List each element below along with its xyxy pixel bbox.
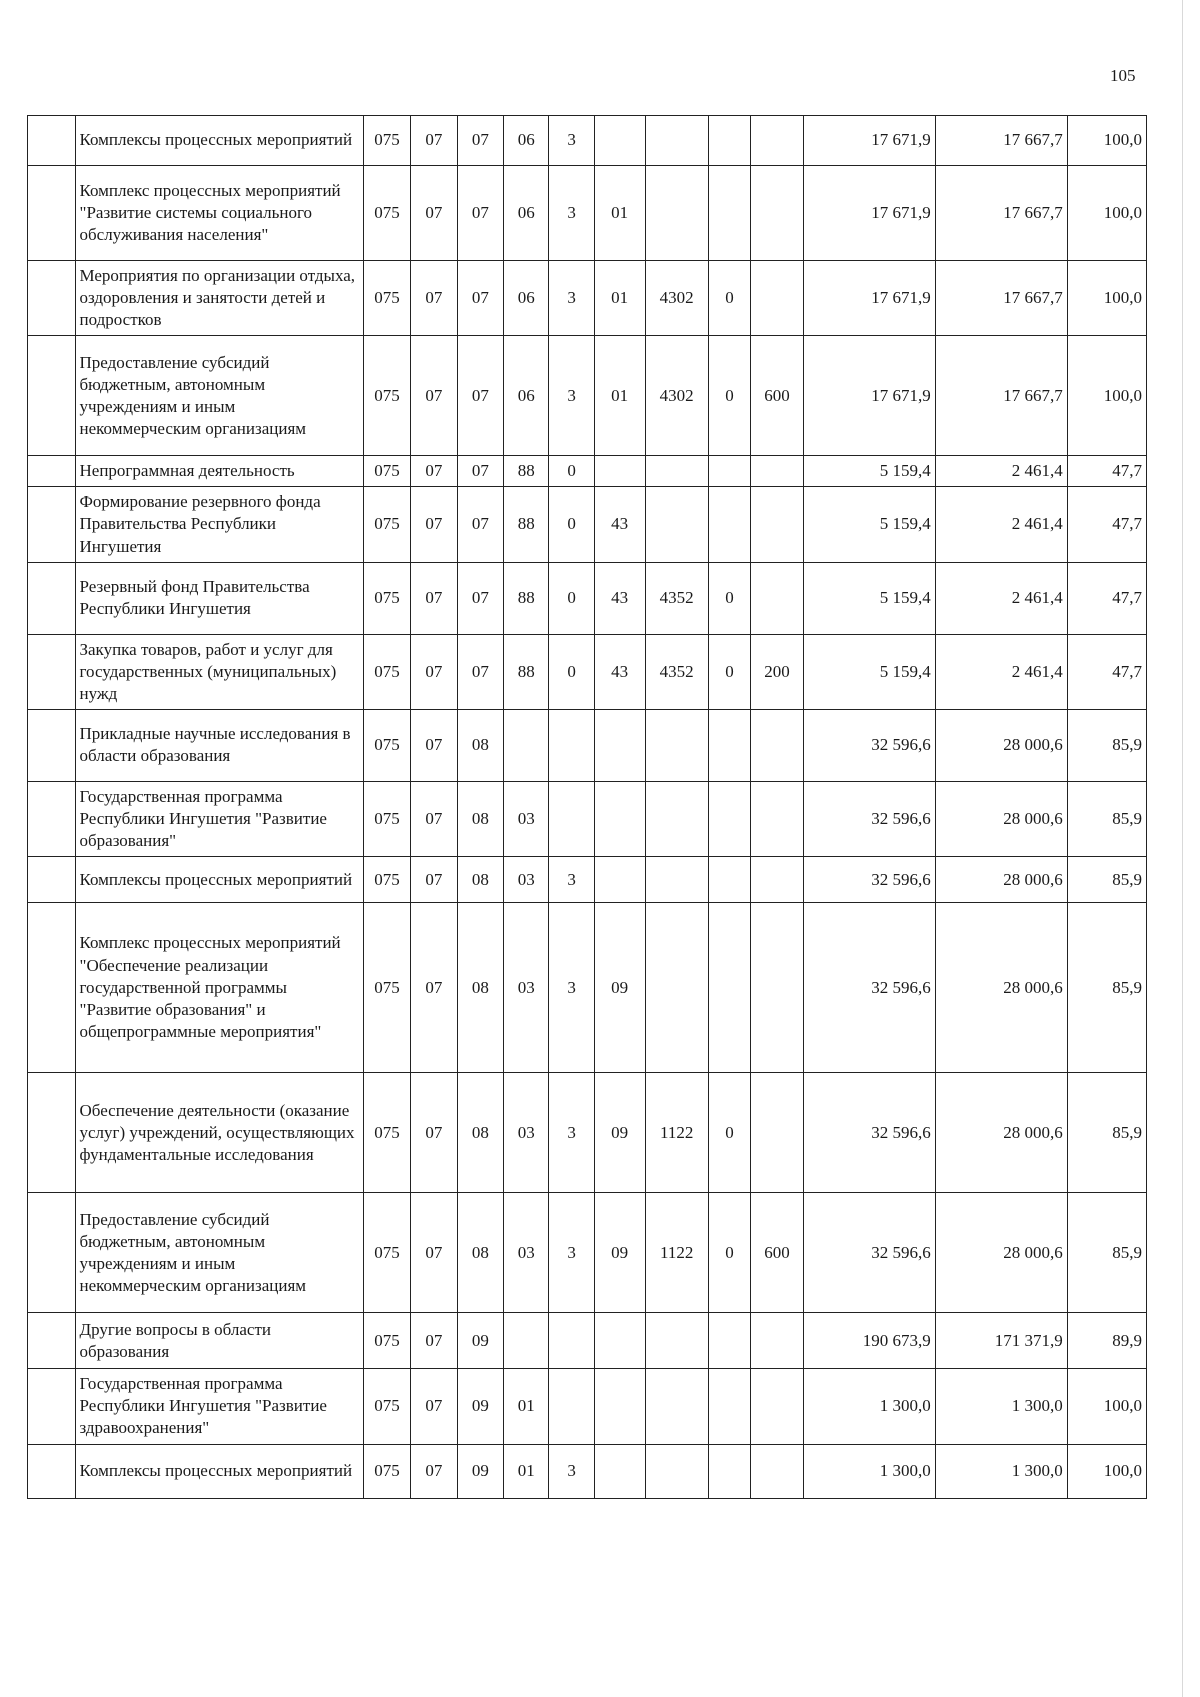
- code-cell: [751, 1313, 804, 1369]
- code-cell: 075: [363, 487, 411, 562]
- row-index-cell: [28, 261, 76, 336]
- code-cell: [751, 487, 804, 562]
- code-cell: [708, 781, 750, 856]
- plan-cell: 17 671,9: [803, 261, 935, 336]
- pct-cell: 47,7: [1067, 487, 1146, 562]
- table-row: [28, 1073, 1147, 1193]
- code-cell: 0: [549, 487, 594, 562]
- code-cell: 07: [457, 562, 503, 634]
- code-cell: 43: [594, 562, 645, 634]
- code-cell: 075: [363, 857, 411, 903]
- row-index-cell: [28, 456, 76, 487]
- code-cell: 09: [457, 1369, 503, 1444]
- pct-cell: 85,9: [1067, 903, 1146, 1073]
- code-cell: 1122: [645, 1073, 708, 1193]
- code-cell: [751, 1369, 804, 1444]
- code-cell: [708, 456, 750, 487]
- code-cell: [594, 857, 645, 903]
- pct-cell: 85,9: [1067, 857, 1146, 903]
- code-cell: 88: [504, 562, 549, 634]
- fact-cell: 17 667,7: [935, 116, 1067, 166]
- code-cell: [594, 116, 645, 166]
- table-row: [28, 1369, 1147, 1444]
- pct-cell: 85,9: [1067, 1073, 1146, 1193]
- code-cell: [708, 1444, 750, 1498]
- row-index-cell: [28, 1313, 76, 1369]
- code-cell: 07: [457, 261, 503, 336]
- pct-cell: 47,7: [1067, 562, 1146, 634]
- row-name-cell: Комплексы процессных мероприятий: [75, 1444, 363, 1498]
- code-cell: 075: [363, 903, 411, 1073]
- code-cell: [708, 116, 750, 166]
- code-cell: [594, 456, 645, 487]
- code-cell: [751, 857, 804, 903]
- fact-cell: 28 000,6: [935, 781, 1067, 856]
- row-index-cell: [28, 336, 76, 456]
- code-cell: 3: [549, 336, 594, 456]
- code-cell: 3: [549, 1073, 594, 1193]
- code-cell: 88: [504, 456, 549, 487]
- fact-cell: 28 000,6: [935, 1193, 1067, 1313]
- row-name-cell: Комплексы процессных мероприятий: [75, 857, 363, 903]
- row-index-cell: [28, 166, 76, 261]
- code-cell: [708, 1369, 750, 1444]
- row-name-cell: Обеспечение деятельности (оказание услуг) учреждений, осуществляющих фундаментальные исследования: [75, 1073, 363, 1193]
- code-cell: [751, 261, 804, 336]
- row-index-cell: [28, 562, 76, 634]
- code-cell: 3: [549, 857, 594, 903]
- code-cell: 08: [457, 709, 503, 781]
- code-cell: 075: [363, 1444, 411, 1498]
- code-cell: 01: [504, 1369, 549, 1444]
- code-cell: 07: [411, 116, 457, 166]
- pct-cell: 85,9: [1067, 1193, 1146, 1313]
- fact-cell: 28 000,6: [935, 1073, 1067, 1193]
- fact-cell: 2 461,4: [935, 487, 1067, 562]
- code-cell: 06: [504, 336, 549, 456]
- table-row: [28, 116, 1147, 166]
- code-cell: 3: [549, 261, 594, 336]
- plan-cell: 32 596,6: [803, 1073, 935, 1193]
- pct-cell: 85,9: [1067, 781, 1146, 856]
- plan-cell: 5 159,4: [803, 634, 935, 709]
- row-name-cell: Резервный фонд Правительства Республики Ингушетия: [75, 562, 363, 634]
- table-row: [28, 336, 1147, 456]
- code-cell: 07: [457, 336, 503, 456]
- code-cell: 07: [411, 456, 457, 487]
- code-cell: 075: [363, 562, 411, 634]
- code-cell: 075: [363, 116, 411, 166]
- row-name-cell: Формирование резервного фонда Правительства Республики Ингушетия: [75, 487, 363, 562]
- code-cell: 09: [457, 1313, 503, 1369]
- row-name-cell: Прикладные научные исследования в области образования: [75, 709, 363, 781]
- code-cell: [549, 781, 594, 856]
- code-cell: 200: [751, 634, 804, 709]
- code-cell: 075: [363, 1073, 411, 1193]
- code-cell: [708, 1313, 750, 1369]
- code-cell: 08: [457, 1193, 503, 1313]
- code-cell: [645, 709, 708, 781]
- code-cell: 4302: [645, 336, 708, 456]
- row-index-cell: [28, 1444, 76, 1498]
- code-cell: [708, 903, 750, 1073]
- code-cell: 09: [594, 1073, 645, 1193]
- code-cell: 07: [411, 487, 457, 562]
- code-cell: 08: [457, 1073, 503, 1193]
- pct-cell: 89,9: [1067, 1313, 1146, 1369]
- table-body: [28, 116, 1147, 1499]
- fact-cell: 28 000,6: [935, 903, 1067, 1073]
- pct-cell: 100,0: [1067, 1369, 1146, 1444]
- table-row: [28, 261, 1147, 336]
- code-cell: [549, 1313, 594, 1369]
- code-cell: [594, 709, 645, 781]
- code-cell: 06: [504, 116, 549, 166]
- plan-cell: 190 673,9: [803, 1313, 935, 1369]
- code-cell: 07: [411, 1193, 457, 1313]
- budget-table: [27, 115, 1147, 1499]
- plan-cell: 32 596,6: [803, 857, 935, 903]
- code-cell: 3: [549, 166, 594, 261]
- fact-cell: 28 000,6: [935, 857, 1067, 903]
- code-cell: 0: [549, 634, 594, 709]
- row-name-cell: Комплекс процессных мероприятий "Обеспечение реализации государственной программы "Развитие образования" и общепрограммные мероприятия": [75, 903, 363, 1073]
- code-cell: [708, 166, 750, 261]
- code-cell: [751, 166, 804, 261]
- row-index-cell: [28, 487, 76, 562]
- code-cell: 01: [504, 1444, 549, 1498]
- row-name-cell: Мероприятия по организации отдыха, оздоровления и занятости детей и подростков: [75, 261, 363, 336]
- pct-cell: 85,9: [1067, 709, 1146, 781]
- code-cell: 88: [504, 487, 549, 562]
- code-cell: 09: [594, 1193, 645, 1313]
- code-cell: [751, 456, 804, 487]
- code-cell: 03: [504, 1073, 549, 1193]
- row-index-cell: [28, 1073, 76, 1193]
- code-cell: [645, 456, 708, 487]
- plan-cell: 5 159,4: [803, 562, 935, 634]
- row-name-cell: Закупка товаров, работ и услуг для государственных (муниципальных) нужд: [75, 634, 363, 709]
- fact-cell: 1 300,0: [935, 1444, 1067, 1498]
- pct-cell: 100,0: [1067, 166, 1146, 261]
- table-row: [28, 456, 1147, 487]
- code-cell: [645, 487, 708, 562]
- code-cell: 43: [594, 487, 645, 562]
- code-cell: [751, 116, 804, 166]
- row-index-cell: [28, 1193, 76, 1313]
- code-cell: 4352: [645, 562, 708, 634]
- code-cell: 075: [363, 1193, 411, 1313]
- fact-cell: 17 667,7: [935, 336, 1067, 456]
- table-row: [28, 487, 1147, 562]
- code-cell: [645, 903, 708, 1073]
- code-cell: 03: [504, 781, 549, 856]
- code-cell: 0: [708, 562, 750, 634]
- pct-cell: 100,0: [1067, 336, 1146, 456]
- fact-cell: 2 461,4: [935, 634, 1067, 709]
- table-row: [28, 709, 1147, 781]
- table-row: [28, 857, 1147, 903]
- code-cell: 01: [594, 336, 645, 456]
- code-cell: 075: [363, 336, 411, 456]
- code-cell: 06: [504, 261, 549, 336]
- code-cell: 075: [363, 1369, 411, 1444]
- row-index-cell: [28, 781, 76, 856]
- code-cell: 0: [549, 456, 594, 487]
- code-cell: [751, 781, 804, 856]
- code-cell: 0: [708, 261, 750, 336]
- code-cell: 03: [504, 903, 549, 1073]
- code-cell: 08: [457, 857, 503, 903]
- plan-cell: 17 671,9: [803, 166, 935, 261]
- row-index-cell: [28, 1369, 76, 1444]
- fact-cell: 28 000,6: [935, 709, 1067, 781]
- code-cell: 3: [549, 116, 594, 166]
- page-number: 105: [1110, 66, 1136, 85]
- code-cell: 075: [363, 166, 411, 261]
- fact-cell: 2 461,4: [935, 562, 1067, 634]
- code-cell: 075: [363, 781, 411, 856]
- code-cell: 09: [457, 1444, 503, 1498]
- row-index-cell: [28, 857, 76, 903]
- scan-streak: [1182, 0, 1183, 1697]
- table-row: [28, 166, 1147, 261]
- code-cell: [751, 562, 804, 634]
- pct-cell: 100,0: [1067, 261, 1146, 336]
- code-cell: 3: [549, 903, 594, 1073]
- code-cell: 4352: [645, 634, 708, 709]
- row-name-cell: Комплексы процессных мероприятий: [75, 116, 363, 166]
- row-name-cell: Комплекс процессных мероприятий "Развитие системы социального обслуживания населения": [75, 166, 363, 261]
- code-cell: [504, 1313, 549, 1369]
- code-cell: 07: [411, 1073, 457, 1193]
- table-row: [28, 1444, 1147, 1498]
- table-row: [28, 634, 1147, 709]
- row-index-cell: [28, 903, 76, 1073]
- plan-cell: 32 596,6: [803, 781, 935, 856]
- plan-cell: 17 671,9: [803, 336, 935, 456]
- code-cell: [594, 781, 645, 856]
- plan-cell: 17 671,9: [803, 116, 935, 166]
- plan-cell: 5 159,4: [803, 456, 935, 487]
- table-row: [28, 562, 1147, 634]
- code-cell: 075: [363, 634, 411, 709]
- code-cell: 075: [363, 456, 411, 487]
- code-cell: 07: [411, 1444, 457, 1498]
- code-cell: 07: [411, 562, 457, 634]
- code-cell: 43: [594, 634, 645, 709]
- plan-cell: 32 596,6: [803, 1193, 935, 1313]
- row-name-cell: Другие вопросы в области образования: [75, 1313, 363, 1369]
- code-cell: [751, 1444, 804, 1498]
- pct-cell: 100,0: [1067, 1444, 1146, 1498]
- code-cell: 07: [457, 116, 503, 166]
- code-cell: 06: [504, 166, 549, 261]
- pct-cell: 100,0: [1067, 116, 1146, 166]
- code-cell: 07: [411, 1313, 457, 1369]
- code-cell: 07: [411, 709, 457, 781]
- code-cell: 075: [363, 261, 411, 336]
- code-cell: [645, 116, 708, 166]
- code-cell: [504, 709, 549, 781]
- code-cell: 08: [457, 781, 503, 856]
- table-row: [28, 781, 1147, 856]
- code-cell: 07: [411, 166, 457, 261]
- code-cell: [645, 857, 708, 903]
- code-cell: 07: [457, 487, 503, 562]
- fact-cell: 17 667,7: [935, 261, 1067, 336]
- fact-cell: 2 461,4: [935, 456, 1067, 487]
- code-cell: [645, 1444, 708, 1498]
- code-cell: 1122: [645, 1193, 708, 1313]
- plan-cell: 32 596,6: [803, 903, 935, 1073]
- table-row: [28, 1313, 1147, 1369]
- code-cell: 07: [411, 634, 457, 709]
- code-cell: 07: [457, 166, 503, 261]
- code-cell: [751, 709, 804, 781]
- code-cell: [645, 1369, 708, 1444]
- code-cell: 01: [594, 261, 645, 336]
- code-cell: [645, 781, 708, 856]
- code-cell: 01: [594, 166, 645, 261]
- code-cell: [594, 1313, 645, 1369]
- code-cell: 600: [751, 336, 804, 456]
- row-name-cell: Государственная программа Республики Ингушетия "Развитие здравоохранения": [75, 1369, 363, 1444]
- code-cell: 07: [411, 903, 457, 1073]
- code-cell: [751, 1073, 804, 1193]
- row-name-cell: Предоставление субсидий бюджетным, автономным учреждениям и иным некоммерческим организациям: [75, 336, 363, 456]
- code-cell: [708, 487, 750, 562]
- row-name-cell: Государственная программа Республики Ингушетия "Развитие образования": [75, 781, 363, 856]
- code-cell: [645, 1313, 708, 1369]
- code-cell: [645, 166, 708, 261]
- code-cell: [594, 1369, 645, 1444]
- code-cell: [549, 709, 594, 781]
- code-cell: [751, 903, 804, 1073]
- code-cell: 600: [751, 1193, 804, 1313]
- code-cell: 075: [363, 709, 411, 781]
- code-cell: 08: [457, 903, 503, 1073]
- code-cell: 07: [411, 336, 457, 456]
- fact-cell: 1 300,0: [935, 1369, 1067, 1444]
- code-cell: 07: [457, 634, 503, 709]
- code-cell: [708, 709, 750, 781]
- code-cell: 88: [504, 634, 549, 709]
- code-cell: 07: [411, 1369, 457, 1444]
- code-cell: 07: [411, 781, 457, 856]
- code-cell: 0: [708, 336, 750, 456]
- table-row: [28, 1193, 1147, 1313]
- pct-cell: 47,7: [1067, 634, 1146, 709]
- fact-cell: 17 667,7: [935, 166, 1067, 261]
- code-cell: 0: [708, 1073, 750, 1193]
- row-index-cell: [28, 116, 76, 166]
- code-cell: [594, 1444, 645, 1498]
- code-cell: 3: [549, 1193, 594, 1313]
- row-index-cell: [28, 634, 76, 709]
- code-cell: 03: [504, 857, 549, 903]
- plan-cell: 1 300,0: [803, 1444, 935, 1498]
- row-index-cell: [28, 709, 76, 781]
- code-cell: 3: [549, 1444, 594, 1498]
- plan-cell: 5 159,4: [803, 487, 935, 562]
- code-cell: 07: [457, 456, 503, 487]
- row-name-cell: Предоставление субсидий бюджетным, автономным учреждениям и иным некоммерческим организациям: [75, 1193, 363, 1313]
- code-cell: 0: [708, 1193, 750, 1313]
- code-cell: 03: [504, 1193, 549, 1313]
- code-cell: 09: [594, 903, 645, 1073]
- code-cell: 0: [708, 634, 750, 709]
- plan-cell: 32 596,6: [803, 709, 935, 781]
- fact-cell: 171 371,9: [935, 1313, 1067, 1369]
- code-cell: 07: [411, 857, 457, 903]
- row-name-cell: Непрограммная деятельность: [75, 456, 363, 487]
- table-row: [28, 903, 1147, 1073]
- plan-cell: 1 300,0: [803, 1369, 935, 1444]
- code-cell: [549, 1369, 594, 1444]
- code-cell: 075: [363, 1313, 411, 1369]
- code-cell: 0: [549, 562, 594, 634]
- code-cell: 4302: [645, 261, 708, 336]
- pct-cell: 47,7: [1067, 456, 1146, 487]
- code-cell: [708, 857, 750, 903]
- code-cell: 07: [411, 261, 457, 336]
